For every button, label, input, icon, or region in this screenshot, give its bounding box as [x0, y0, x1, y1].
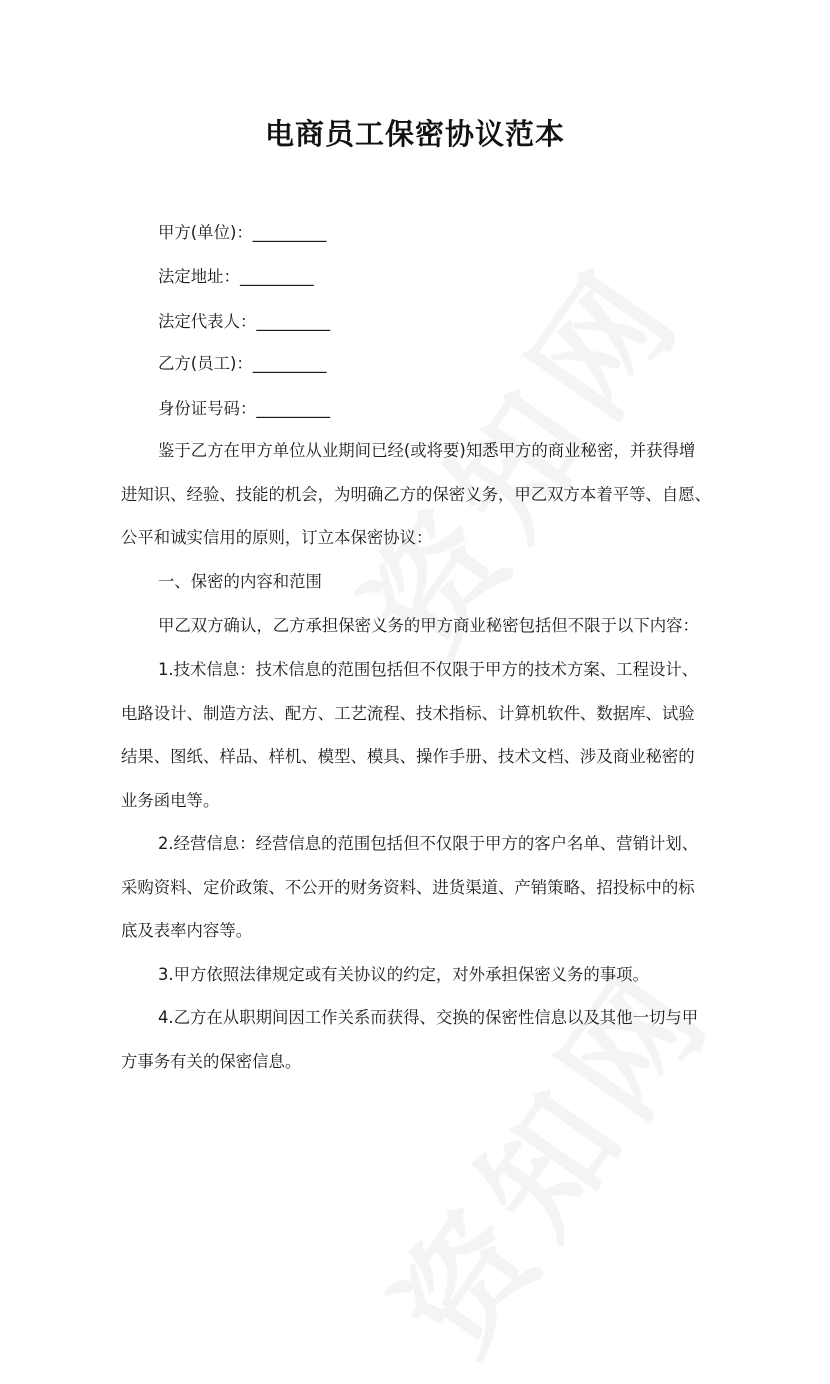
document-title: 电商员工保密协议范本: [264, 117, 565, 151]
clause-line: 结果、图纸、样品、样机、模型、模具、操作手册、技术文档、涉及商业秘密的: [121, 747, 695, 766]
section-heading: 一、保密的内容和范围: [158, 572, 322, 591]
clause-line: 3.甲方依照法律规定或有关协议的约定，对外承担保密义务的事项。: [158, 965, 649, 984]
preamble-line: 进知识、经验、技能的机会，为明确乙方的保密义务，甲乙双方本着平等、自愿、: [121, 485, 712, 504]
clause-line: 业务函电等。: [121, 791, 220, 810]
clause-line: 电路设计、制造方法、配方、工艺流程、技术指标、计算机软件、数据库、试验: [121, 704, 695, 723]
field-legal-address: 法定地址：_________: [158, 267, 314, 286]
clause-line: 方事务有关的保密信息。: [121, 1052, 302, 1071]
field-party-a: 甲方(单位)：_________: [158, 223, 327, 242]
clause-line: 底及表率内容等。: [121, 921, 253, 940]
section-intro: 甲乙双方确认，乙方承担保密义务的甲方商业秘密包括但不限于以下内容：: [158, 616, 699, 635]
clause-line: 采购资料、定价政策、不公开的财务资料、进货渠道、产销策略、招投标中的标: [121, 878, 695, 897]
preamble-line: 鉴于乙方在甲方单位从业期间已经(或将要)知悉甲方的商业秘密，并获得增: [158, 441, 696, 460]
field-party-b: 乙方(员工)：_________: [158, 354, 327, 373]
preamble-line: 公平和诚实信用的原则，订立本保密协议：: [121, 528, 433, 547]
clause-line: 4.乙方在从职期间因工作关系而获得、交换的保密性信息以及其他一切与甲: [158, 1008, 699, 1027]
clause-line: 2.经营信息：经营信息的范围包括但不仅限于甲方的客户名单、营销计划、: [158, 834, 699, 853]
field-legal-representative: 法定代表人：_________: [158, 312, 331, 331]
clause-line: 1.技术信息：技术信息的范围包括但不仅限于甲方的技术方案、工程设计、: [158, 660, 699, 679]
watermark: [346, 923, 747, 1384]
field-id-number: 身份证号码：_________: [158, 399, 331, 418]
